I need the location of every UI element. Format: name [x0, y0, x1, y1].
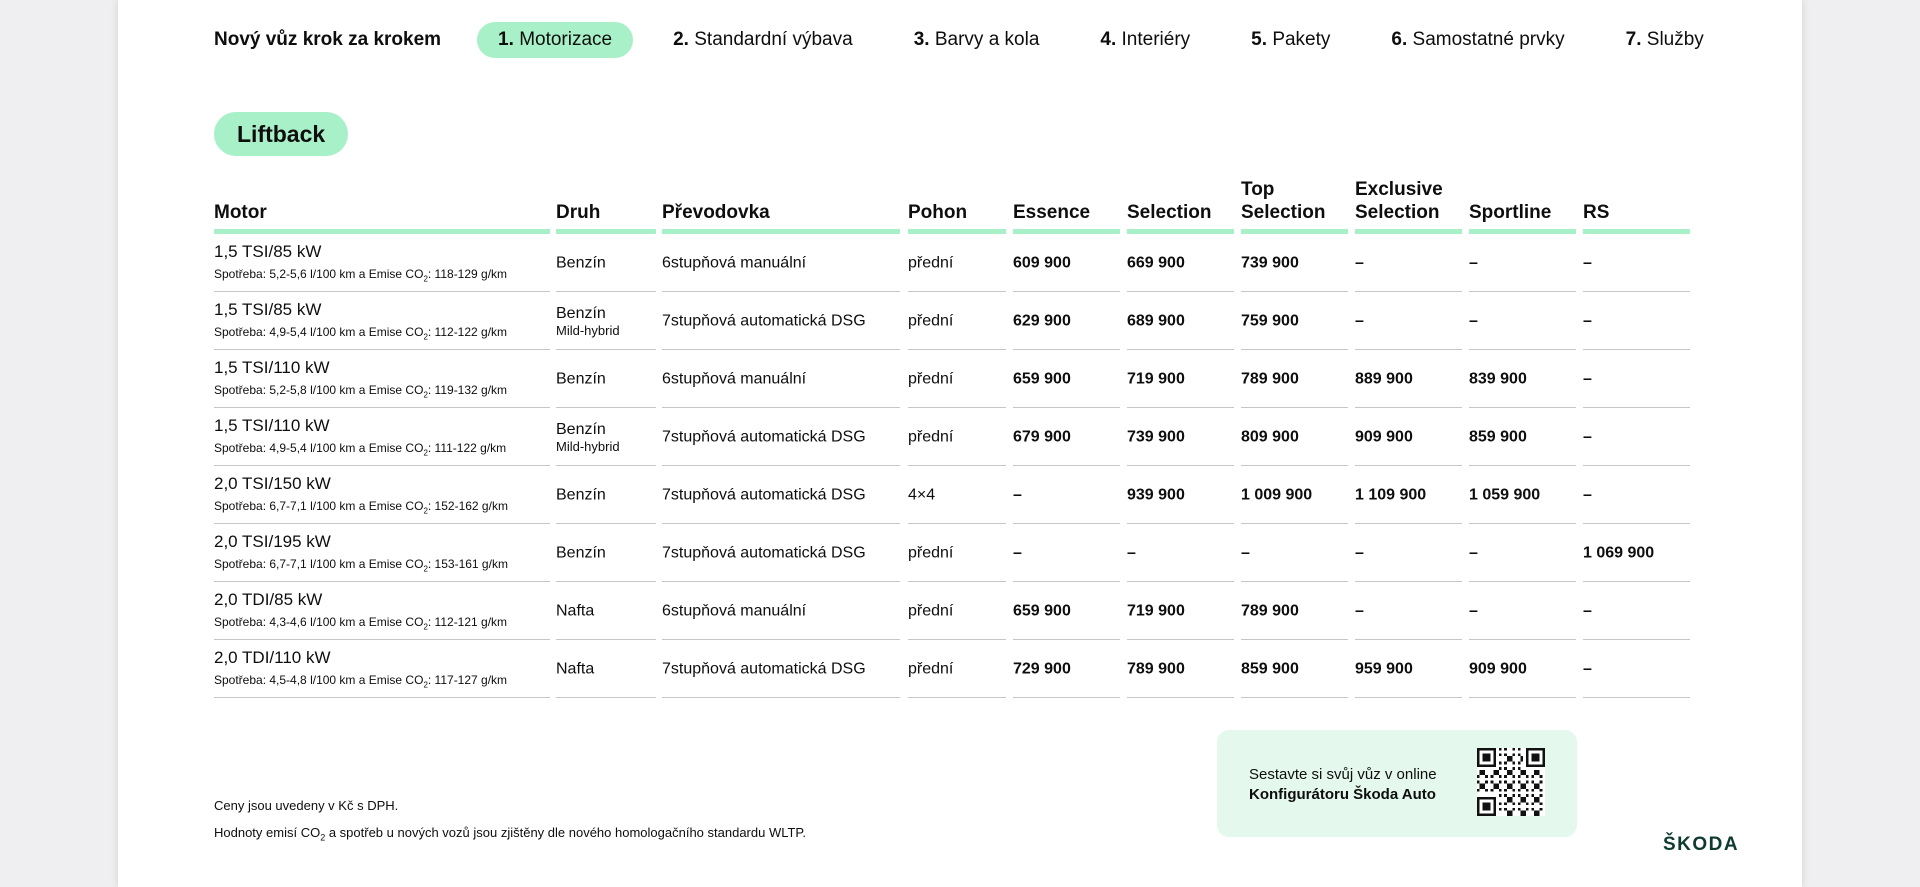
drive-cell [908, 292, 1006, 350]
fuel-name: Benzín [556, 370, 606, 387]
fuel-name: Benzín [556, 544, 606, 561]
price: – [1355, 544, 1364, 561]
fuel-cell [556, 466, 656, 524]
motor-cell [214, 234, 550, 292]
price-cell [1469, 350, 1576, 408]
emission-text: : 119-132 g/km [427, 383, 508, 397]
fuel-subtype: Mild-hybrid [556, 438, 620, 454]
nav-step-pakety[interactable] [1230, 22, 1351, 58]
price: 629 900 [1013, 312, 1071, 329]
price: 789 900 [1127, 660, 1185, 677]
price-cell [1241, 292, 1348, 350]
price: – [1469, 254, 1478, 271]
fuel-type [556, 253, 606, 272]
configurator-text: Sestavte si svůj vůz v online [1249, 766, 1437, 783]
drive: přední [908, 602, 954, 619]
price: – [1469, 544, 1478, 561]
price-cell [1583, 466, 1690, 524]
price: 1 109 900 [1355, 486, 1427, 503]
nav-step-number: 3. [913, 29, 930, 50]
fuel-type [556, 485, 606, 504]
price: 889 900 [1355, 370, 1413, 387]
transmission: 7stupňová automatická DSG [662, 660, 866, 677]
price-cell [1583, 292, 1690, 350]
price: – [1583, 312, 1592, 329]
transmission: 6stupňová manuální [662, 602, 807, 619]
drive: přední [908, 370, 954, 387]
price-cell [1241, 350, 1348, 408]
co2-subscript: 2 [423, 332, 428, 342]
motor-name: 2,0 TDI/85 kW [214, 590, 323, 609]
header-cell [1469, 170, 1576, 234]
emission-text: : 152-162 g/km [427, 499, 508, 513]
step-navigation [214, 20, 1744, 60]
header-label: RS [1583, 202, 1610, 223]
fuel-name: Benzín [556, 420, 606, 438]
motor-cell [214, 350, 550, 408]
motor-name: 1,5 TSI/110 kW [214, 358, 330, 377]
fuel-type [556, 543, 606, 562]
co2-subscript: 2 [423, 274, 428, 284]
co2-subscript: 2 [423, 564, 428, 574]
header-label: Selection [1127, 202, 1212, 223]
consumption [214, 383, 507, 402]
nav-step-number: 1. [498, 29, 514, 50]
price: 689 900 [1127, 312, 1185, 329]
header-label: Exclusive Selection [1355, 179, 1443, 223]
price-cell [1013, 234, 1120, 292]
header-cell [1355, 170, 1462, 234]
co2-subscript: 2 [423, 390, 428, 400]
price-cell [1241, 466, 1348, 524]
motor-cell [214, 640, 550, 698]
price: 719 900 [1127, 370, 1185, 387]
consumption [214, 441, 506, 460]
price-cell [1469, 466, 1576, 524]
nav-step-motorizace[interactable] [477, 22, 633, 58]
header-cell [1583, 170, 1690, 234]
emission-text: : 111-122 g/km [427, 441, 507, 455]
price-cell [1583, 350, 1690, 408]
drive-cell [908, 582, 1006, 640]
transmission-cell [662, 640, 900, 698]
header-cell [908, 170, 1006, 234]
price: 759 900 [1241, 312, 1299, 329]
price-cell [1355, 640, 1462, 698]
emission-text: : 112-121 g/km [427, 615, 508, 629]
price-cell [1013, 292, 1120, 350]
header-label: Převodovka [662, 202, 770, 223]
nav-step-number: 7. [1625, 29, 1642, 50]
co2-subscript: 2 [423, 622, 428, 632]
price: – [1583, 254, 1592, 271]
price-cell [1583, 640, 1690, 698]
consumption [214, 325, 507, 344]
emission-text: : 117-127 g/km [427, 673, 508, 687]
consumption-text: Spotřeba: 4,9-5,4 l/100 km a Emise CO [214, 441, 424, 455]
price: – [1583, 660, 1592, 677]
price: 729 900 [1013, 660, 1071, 677]
consumption-text: Spotřeba: 4,5-4,8 l/100 km a Emise CO [214, 673, 424, 687]
header-cell [662, 170, 900, 234]
header-label: Essence [1013, 202, 1091, 223]
price: 939 900 [1127, 486, 1185, 503]
motor-name: 1,5 TSI/85 kW [214, 242, 322, 261]
consumption [214, 557, 508, 576]
price-cell [1127, 292, 1234, 350]
header-cell [1127, 170, 1234, 234]
nav-step-sluzby[interactable] [1605, 22, 1725, 58]
drive: přední [908, 312, 954, 329]
price: – [1469, 312, 1478, 329]
motor-name: 2,0 TSI/195 kW [214, 532, 331, 551]
consumption [214, 673, 507, 692]
nav-step-label: Barvy a kola [934, 29, 1040, 50]
consumption-text: Spotřeba: 6,7-7,1 l/100 km a Emise CO [214, 499, 424, 513]
wltp-note-part1: Hodnoty emisí CO [214, 825, 321, 840]
drive: 4×4 [908, 486, 936, 503]
price-cell [1241, 582, 1348, 640]
price: – [1469, 602, 1478, 619]
motor-cell [214, 408, 550, 466]
nav-step-samostatne-prvky[interactable] [1370, 22, 1585, 58]
price-cell [1469, 408, 1576, 466]
header-cell [214, 170, 550, 234]
consumption [214, 615, 507, 634]
transmission: 7stupňová automatická DSG [662, 428, 866, 445]
nav-step-number: 2. [673, 29, 689, 50]
transmission: 7stupňová automatická DSG [662, 544, 866, 561]
header-label: Sportline [1469, 202, 1552, 223]
wltp-note-part2: a spotřeb u nových vozů jsou zjištěny dle nového homologačního standardu WLTP. [325, 825, 807, 840]
drive-cell [908, 408, 1006, 466]
motor-cell [214, 582, 550, 640]
price: 789 900 [1241, 602, 1299, 619]
fuel-type [556, 420, 620, 454]
transmission-cell [662, 234, 900, 292]
price-cell [1127, 582, 1234, 640]
price-cell [1241, 640, 1348, 698]
fuel-name: Nafta [556, 660, 595, 677]
skoda-logo: ŠKODA [1663, 834, 1740, 855]
nav-step-barvy-a-kola[interactable] [893, 22, 1061, 58]
price-cell [1127, 466, 1234, 524]
fuel-cell [556, 524, 656, 582]
motor-cell [214, 466, 550, 524]
price: – [1583, 486, 1592, 503]
price: 679 900 [1013, 428, 1071, 445]
transmission: 6stupňová manuální [662, 370, 807, 387]
price: 809 900 [1241, 428, 1299, 445]
motor-name: 1,5 TSI/85 kW [214, 300, 322, 319]
transmission-cell [662, 292, 900, 350]
price-cell [1127, 234, 1234, 292]
configurator-box[interactable] [1217, 730, 1577, 837]
price-cell [1355, 292, 1462, 350]
nav-step-label: Standardní výbava [694, 29, 853, 50]
fuel-cell [556, 234, 656, 292]
price: – [1355, 602, 1364, 619]
price: 739 900 [1241, 254, 1299, 271]
price-cell [1355, 408, 1462, 466]
drive-cell [908, 524, 1006, 582]
price: – [1583, 602, 1592, 619]
price-cell [1355, 234, 1462, 292]
emission-text: : 118-129 g/km [427, 267, 508, 281]
price-note: Ceny jsou uvedeny v Kč s DPH. [214, 798, 399, 813]
price: – [1241, 544, 1250, 561]
co2-subscript: 2 [423, 680, 428, 690]
price-cell [1013, 466, 1120, 524]
price-cell [1127, 524, 1234, 582]
fuel-type [556, 369, 606, 388]
price-cell [1013, 524, 1120, 582]
drive: přední [908, 544, 954, 561]
nav-step-label: Samostatné prvky [1412, 29, 1565, 50]
consumption-text: Spotřeba: 5,2-5,8 l/100 km a Emise CO [214, 383, 424, 397]
price: 739 900 [1127, 428, 1185, 445]
qr-code-icon[interactable] [1477, 748, 1545, 816]
header-label: Druh [556, 202, 601, 223]
nav-step-label: Pakety [1272, 29, 1331, 50]
header-cell [1241, 170, 1348, 234]
price: 609 900 [1013, 254, 1071, 271]
co2-subscript: 2 [423, 448, 428, 458]
price-cell [1469, 582, 1576, 640]
price-cell [1355, 582, 1462, 640]
price: 659 900 [1013, 602, 1071, 619]
header-label: Top Selection [1241, 179, 1326, 223]
price: 659 900 [1013, 370, 1071, 387]
motor-cell [214, 292, 550, 350]
nav-step-label: Interiéry [1121, 29, 1191, 50]
price-cell [1127, 350, 1234, 408]
price: – [1355, 254, 1364, 271]
price-cell [1583, 234, 1690, 292]
nav-step-number: 5. [1251, 29, 1268, 50]
consumption [214, 499, 508, 518]
price-list-page [118, 0, 1802, 887]
transmission-cell [662, 582, 900, 640]
fuel-type [556, 601, 594, 620]
price: 859 900 [1469, 428, 1527, 445]
consumption-text: Spotřeba: 5,2-5,6 l/100 km a Emise CO [214, 267, 424, 281]
price: 909 900 [1469, 660, 1527, 677]
price: 789 900 [1241, 370, 1299, 387]
fuel-name: Nafta [556, 602, 595, 619]
price-cell [1241, 234, 1348, 292]
transmission: 7stupňová automatická DSG [662, 486, 866, 503]
fuel-cell [556, 582, 656, 640]
consumption [214, 267, 507, 286]
price: – [1013, 544, 1022, 561]
price: – [1127, 544, 1136, 561]
header-cell [1013, 170, 1120, 234]
price-cell [1355, 350, 1462, 408]
nav-step-number: 4. [1100, 29, 1117, 50]
price-cell [1013, 582, 1120, 640]
consumption-text: Spotřeba: 6,7-7,1 l/100 km a Emise CO [214, 557, 424, 571]
body-type-badge: Liftback [214, 112, 348, 156]
drive-cell [908, 234, 1006, 292]
fuel-type [556, 304, 620, 338]
configurator-link[interactable]: Konfigurátoru Škoda Auto [1249, 786, 1436, 803]
consumption-text: Spotřeba: 4,3-4,6 l/100 km a Emise CO [214, 615, 424, 629]
drive-cell [908, 350, 1006, 408]
header-label: Pohon [908, 202, 968, 223]
co2-subscript: 2 [423, 506, 428, 516]
motor-name: 2,0 TSI/150 kW [214, 474, 331, 493]
fuel-cell [556, 640, 656, 698]
price-cell [1355, 524, 1462, 582]
price-cell [1013, 408, 1120, 466]
price: 1 059 900 [1469, 486, 1541, 503]
price: – [1583, 428, 1592, 445]
fuel-type [556, 659, 594, 678]
fuel-subtype: Mild-hybrid [556, 322, 620, 338]
fuel-name: Benzín [556, 304, 606, 322]
nav-step-label: Služby [1646, 29, 1704, 50]
price: – [1355, 312, 1364, 329]
co2-subscript: 2 [320, 832, 326, 843]
price-cell [1583, 408, 1690, 466]
drive-cell [908, 640, 1006, 698]
wltp-note [214, 825, 806, 843]
price: 839 900 [1469, 370, 1527, 387]
price-cell [1241, 408, 1348, 466]
price: – [1583, 370, 1592, 387]
price-cell [1469, 234, 1576, 292]
price-cell [1583, 582, 1690, 640]
transmission-cell [662, 350, 900, 408]
price: 859 900 [1241, 660, 1299, 677]
price: 719 900 [1127, 602, 1185, 619]
motor-name: 1,5 TSI/110 kW [214, 416, 330, 435]
fuel-cell [556, 292, 656, 350]
price-cell [1127, 640, 1234, 698]
fuel-name: Benzín [556, 486, 606, 503]
drive: přední [908, 428, 954, 445]
consumption-text: Spotřeba: 4,9-5,4 l/100 km a Emise CO [214, 325, 424, 339]
fuel-cell [556, 408, 656, 466]
motor-name: 2,0 TDI/110 kW [214, 648, 331, 667]
nav-step-number: 6. [1391, 29, 1408, 50]
fuel-cell [556, 350, 656, 408]
price-cell [1355, 466, 1462, 524]
header-label: Motor [214, 202, 267, 223]
nav-title: Nový vůz krok za krokem [214, 29, 442, 50]
emission-text: : 153-161 g/km [427, 557, 508, 571]
motor-cell [214, 524, 550, 582]
nav-step-standardni-vybava[interactable] [652, 22, 874, 58]
emission-text: : 112-122 g/km [427, 325, 508, 339]
nav-step-label: Motorizace [519, 29, 613, 50]
price-cell [1013, 640, 1120, 698]
drive-cell [908, 466, 1006, 524]
price-cell [1469, 640, 1576, 698]
price: 1 069 900 [1583, 544, 1655, 561]
price: 909 900 [1355, 428, 1413, 445]
price: 669 900 [1127, 254, 1185, 271]
price-cell [1241, 524, 1348, 582]
drive: přední [908, 660, 954, 677]
header-cell [556, 170, 656, 234]
price-cell [1469, 292, 1576, 350]
drive: přední [908, 254, 954, 271]
price-cell [1469, 524, 1576, 582]
price: 1 009 900 [1241, 486, 1313, 503]
transmission: 6stupňová manuální [662, 254, 807, 271]
transmission: 7stupňová automatická DSG [662, 312, 866, 329]
transmission-cell [662, 408, 900, 466]
nav-step-interiery[interactable] [1079, 22, 1211, 58]
price: 959 900 [1355, 660, 1413, 677]
price-cell [1013, 350, 1120, 408]
fuel-name: Benzín [556, 254, 606, 271]
price: – [1013, 486, 1022, 503]
transmission-cell [662, 524, 900, 582]
price-cell [1127, 408, 1234, 466]
transmission-cell [662, 466, 900, 524]
price-cell [1583, 524, 1690, 582]
